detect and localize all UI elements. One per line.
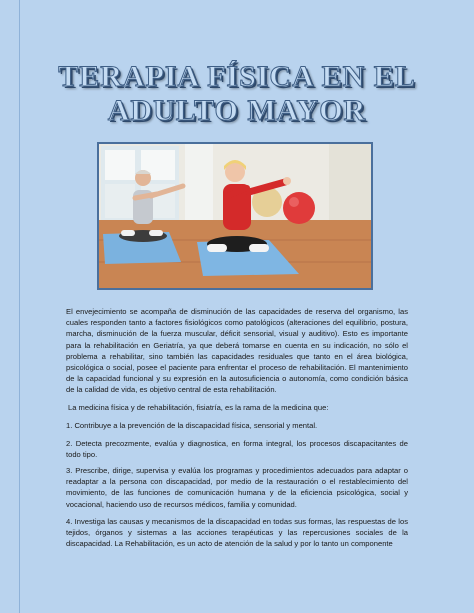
page-title-line-2: ADULTO MAYOR (107, 94, 367, 127)
elderly-couple-stretching-photo (97, 142, 373, 290)
list-item: 2. Detecta precozmente, evalúa y diagnostica, en forma integral, los procesos discapacitantes de todo tipo. (66, 439, 408, 460)
list-item: 1. Contribuye a la prevención de la discapacidad física, sensorial y mental. (66, 421, 318, 430)
list-item: 4. Investiga las causas y mecanismos de la discapacidad en todas sus formas, las respuestas de los tejidos, órganos y sistemas a las acciones terapéuticas y las repercusiones sociales de la discapacidad. La Rehabilitación, es un acto de atención de la salud y por lo tanto un componente (66, 517, 408, 549)
intro-paragraph: El envejecimiento se acompaña de disminución de las capacidades de reserva del organismo, las cuales responden tanto a factores fisiológicos como patológicos (alteraciones del equilibrio, postura, marcha, disminución de la fuerza muscular, déficit sensorial, visual y auditivo). Esto es importante para la rehabilitación en Geriatría, ya que deberá tomarse en cuenta en su indicación, no sólo el problema a rehabilitar, sino también las capacidades residuales que tanto en el área biológica, psicológica o social, posee el paciente para enfrentar el proceso de rehabilitación. El mantenimiento de la capacidad funcional y su expresión en la autosuficiencia o autonomía, como condición básica de la calidad de vida, es objetivo central de esta rehabilitación. (66, 307, 408, 395)
definition-paragraph: La medicina física y de rehabilitación, fisiatría, es la rama de la medicina que: (68, 403, 329, 412)
list-item: 3. Prescribe, dirige, supervisa y evalúa los programas y procedimientos adecuados para adaptar o readaptar a la persona con discapacidad, por medio de la restauración o el restablecimiento del movimiento, de las funciones de comunicación humana y de la eficiencia psicológica, social y vocacional, haciendo uso de recursos médicos, familia y comunidad. (66, 466, 408, 509)
page-title-line-1: TERAPIA FÍSICA EN EL (58, 60, 416, 93)
